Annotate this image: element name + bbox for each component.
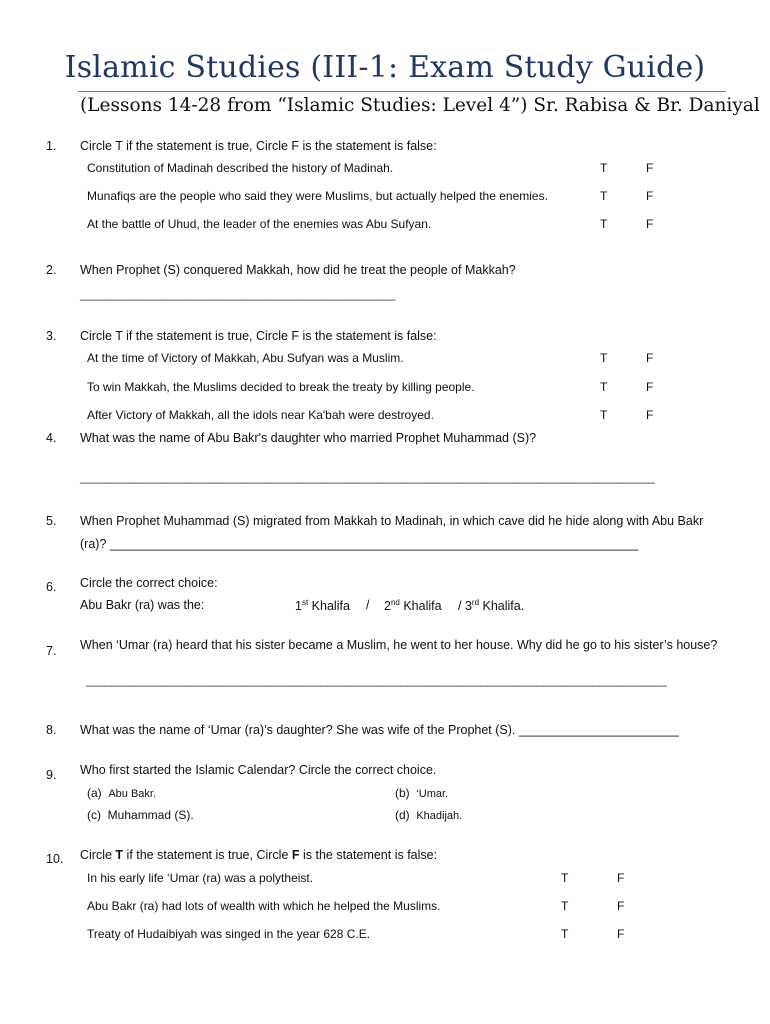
question-text: Circle T if the statement is true, Circle F is the statement is false: xyxy=(80,329,437,343)
tf-statement: Munafiqs are the people who said they were Muslims, but actually helped the enemies. xyxy=(87,189,548,203)
choice-separator: / xyxy=(366,598,370,612)
question-number: 1. xyxy=(46,139,57,153)
true-option[interactable]: T xyxy=(561,871,569,885)
answer-blank[interactable]: _____________________________________________________________________________________________ xyxy=(80,470,655,484)
tf-statement: To win Makkah, the Muslims decided to break the treaty by killing people. xyxy=(87,380,475,394)
true-option[interactable]: T xyxy=(600,380,608,394)
question-text: When Prophet (S) conquered Makkah, how did he treat the people of Makkah? xyxy=(80,263,516,277)
choice-a[interactable]: (a) Abu Bakr. xyxy=(87,786,157,800)
choice-b[interactable]: (b) ‘Umar. xyxy=(395,786,449,800)
question-text: Circle T if the statement is true, Circle F is the statement is false: xyxy=(80,139,437,153)
question-text: Circle T if the statement is true, Circle F is the statement is false: xyxy=(80,848,438,862)
question-number: 5. xyxy=(46,514,57,528)
question-text: What was the name of Abu Bakr's daughter who married Prophet Muhammad (S)? xyxy=(80,431,537,445)
true-option[interactable]: T xyxy=(561,927,569,941)
false-option[interactable]: F xyxy=(617,871,625,885)
question-text-continued[interactable]: (ra)? ____________________________________________________________________________ xyxy=(80,537,639,551)
true-option[interactable]: T xyxy=(600,351,608,365)
question-text: Circle the correct choice: xyxy=(80,576,218,590)
question-number: 2. xyxy=(46,263,57,277)
question-number: 3. xyxy=(46,329,57,343)
question-text: When ‘Umar (ra) heard that his sister became a Muslim, he went to her house. Why did he go to his sister’s house? xyxy=(80,638,718,652)
true-option[interactable]: T xyxy=(600,408,608,422)
false-option[interactable]: F xyxy=(646,380,654,394)
choice-c[interactable]: (c) Muhammad (S). xyxy=(87,808,194,822)
answer-blank[interactable]: ______________________________________________________________________________________________ xyxy=(86,673,667,687)
tf-statement: Abu Bakr (ra) had lots of wealth with which he helped the Muslims. xyxy=(87,899,441,913)
question-number: 10. xyxy=(46,852,64,866)
false-option[interactable]: F xyxy=(617,899,625,913)
false-option[interactable]: F xyxy=(646,161,654,175)
tf-statement: Constitution of Madinah described the history of Madinah. xyxy=(87,161,394,175)
question-number: 9. xyxy=(46,768,57,782)
true-option[interactable]: T xyxy=(600,189,608,203)
question-number: 4. xyxy=(46,431,57,445)
title-divider xyxy=(78,91,726,92)
choice-third-khalifa[interactable]: / 3rd Khalifa. xyxy=(458,598,525,614)
tf-statement: After Victory of Makkah, all the idols near Ka'bah were destroyed. xyxy=(87,408,434,422)
question-number: 8. xyxy=(46,723,57,737)
question-text[interactable]: What was the name of ‘Umar (ra)’s daughter? She was wife of the Prophet (S). _______________________ xyxy=(80,723,679,737)
question-number: 7. xyxy=(46,644,57,658)
page-subtitle: (Lessons 14-28 from “Islamic Studies: Level 4”) Sr. Rabisa & Br. Daniyal xyxy=(80,95,760,116)
false-option[interactable]: F xyxy=(646,408,654,422)
tf-statement: Treaty of Hudaibiyah was singed in the year 628 C.E. xyxy=(87,927,371,941)
question-number: 6. xyxy=(46,580,57,594)
false-option[interactable]: F xyxy=(646,217,654,231)
choice-first-khalifa[interactable]: 1st Khalifa xyxy=(295,598,350,614)
choice-prompt: Abu Bakr (ra) was the: xyxy=(80,598,205,612)
choice-d[interactable]: (d) Khadijah. xyxy=(395,808,463,822)
true-option[interactable]: T xyxy=(600,217,608,231)
tf-statement: At the battle of Uhud, the leader of the enemies was Abu Sufyan. xyxy=(87,217,432,231)
false-option[interactable]: F xyxy=(646,189,654,203)
tf-statement: At the time of Victory of Makkah, Abu Sufyan was a Muslim. xyxy=(87,351,404,365)
page-title: Islamic Studies (III-1: Exam Study Guide) xyxy=(64,50,706,85)
true-option[interactable]: T xyxy=(561,899,569,913)
choice-second-khalifa[interactable]: 2nd Khalifa xyxy=(384,598,442,614)
question-text: When Prophet Muhammad (S) migrated from Makkah to Madinah, in which cave did he hide along with Abu Bakr xyxy=(80,514,704,528)
false-option[interactable]: F xyxy=(617,927,625,941)
question-text: Who first started the Islamic Calendar? Circle the correct choice. xyxy=(80,763,437,777)
tf-statement: In his early life ‘Umar (ra) was a polytheist. xyxy=(87,871,314,885)
true-option[interactable]: T xyxy=(600,161,608,175)
false-option[interactable]: F xyxy=(646,351,654,365)
answer-blank[interactable]: ___________________________________________________ xyxy=(80,287,395,301)
